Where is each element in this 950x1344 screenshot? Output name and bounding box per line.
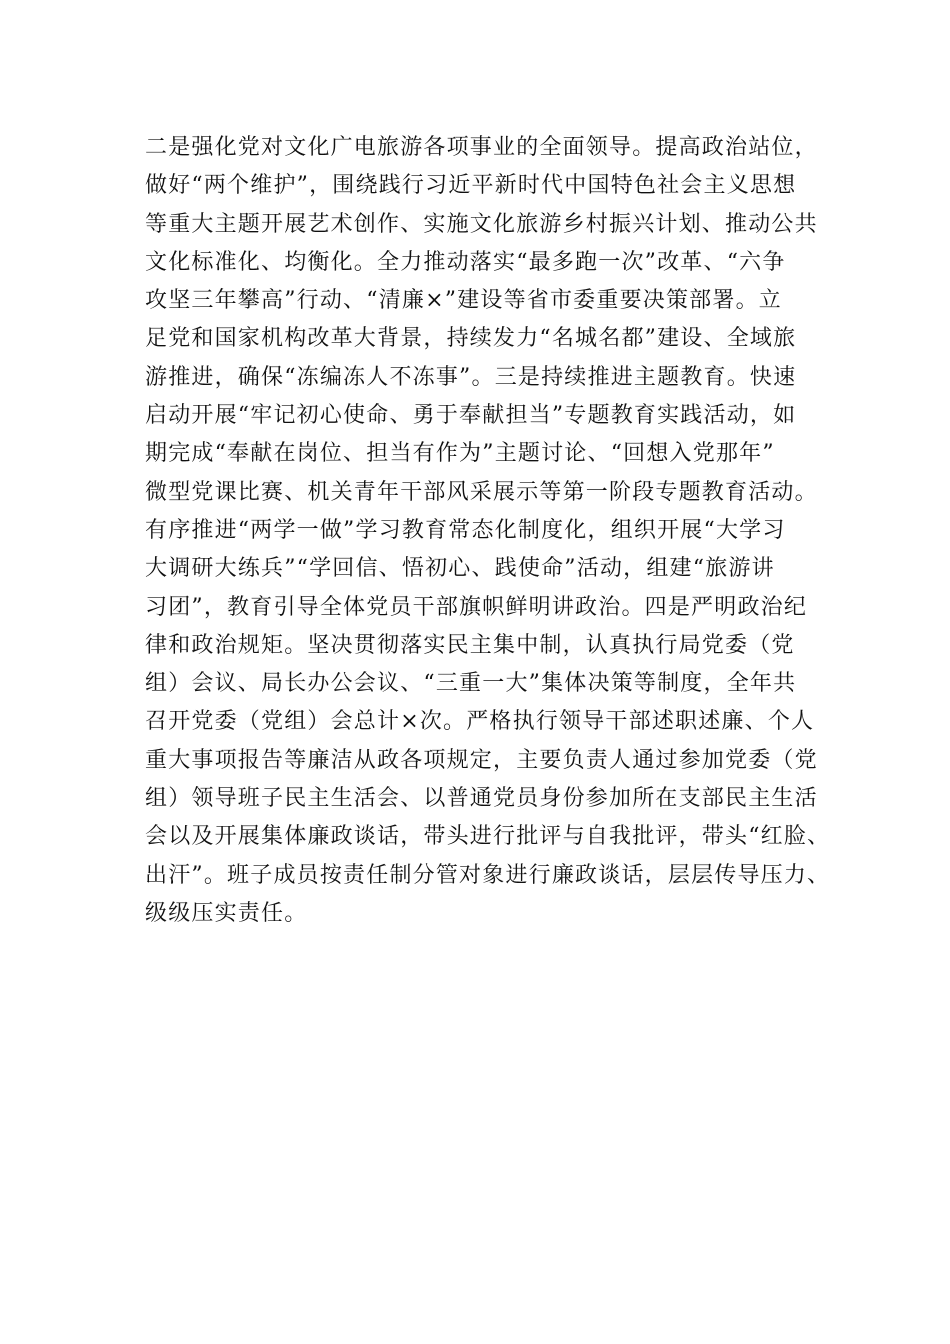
text-line: 足党和国家机构改革大背景，持续发力“名城名都”建设、全域旅 <box>145 326 797 352</box>
text-line: 攻坚三年攀高”行动、“清廉×”建设等省市委重要决策部署。立 <box>145 288 782 314</box>
text-line: 游推进，确保“冻编冻人不冻事”。三是持续推进主题教育。快速 <box>145 364 797 390</box>
text-line: 级级压实责任。 <box>145 900 308 926</box>
text-line: 大调研大练兵”“学回信、悟初心、践使命”活动，组建“旅游讲 <box>145 556 775 582</box>
text-line: 律和政治规矩。坚决贯彻落实民主集中制，认真执行局党委（党 <box>145 632 795 658</box>
text-line: 重大事项报告等廉洁从政各项规定，主要负责人通过参加党委（党 <box>145 747 818 773</box>
text-line: 启动开展“牢记初心使命、勇于奉献担当”专题教育实践活动，如 <box>145 403 797 429</box>
text-line: 做好“两个维护”，围绕践行习近平新时代中国特色社会主义思想 <box>145 173 797 199</box>
text-line: 文化标准化、均衡化。全力推动落实“最多跑一次”改革、“六争 <box>145 249 786 275</box>
text-line: 微型党课比赛、机关青年干部风采展示等第一阶段专题教育活动。 <box>145 479 818 505</box>
text-line: 二是强化党对文化广电旅游各项事业的全面领导。提高政治站位， <box>145 135 818 160</box>
text-line: 会以及开展集体廉政谈话，带头进行批评与自我批评，带头“红脸、 <box>145 824 831 850</box>
text-line: 组）会议、局长办公会议、“三重一大”集体决策等制度，全年共 <box>145 671 797 697</box>
text-line: 期完成“奉献在岗位、担当有作为”主题讨论、“回想入党那年” <box>145 441 775 467</box>
text-line: 习团”，教育引导全体党员干部旗帜鲜明讲政治。四是严明政治纪 <box>145 594 808 620</box>
text-line: 组）领导班子民主生活会、以普通党员身份参加所在支部民主生活 <box>145 786 818 812</box>
text-line: 有序推进“两学一做”学习教育常态化制度化，组织开展“大学习 <box>145 517 786 543</box>
text-line: 召开党委（党组）会总计×次。严格执行领导干部述职述廉、个人 <box>145 709 815 735</box>
text-line: 等重大主题开展艺术创作、实施文化旅游乡村振兴计划、推动公共 <box>145 211 818 237</box>
body-paragraph <box>145 129 831 933</box>
text-line: 出汗”。班子成员按责任制分管对象进行廉政谈话，层层传导压力、 <box>145 862 831 888</box>
